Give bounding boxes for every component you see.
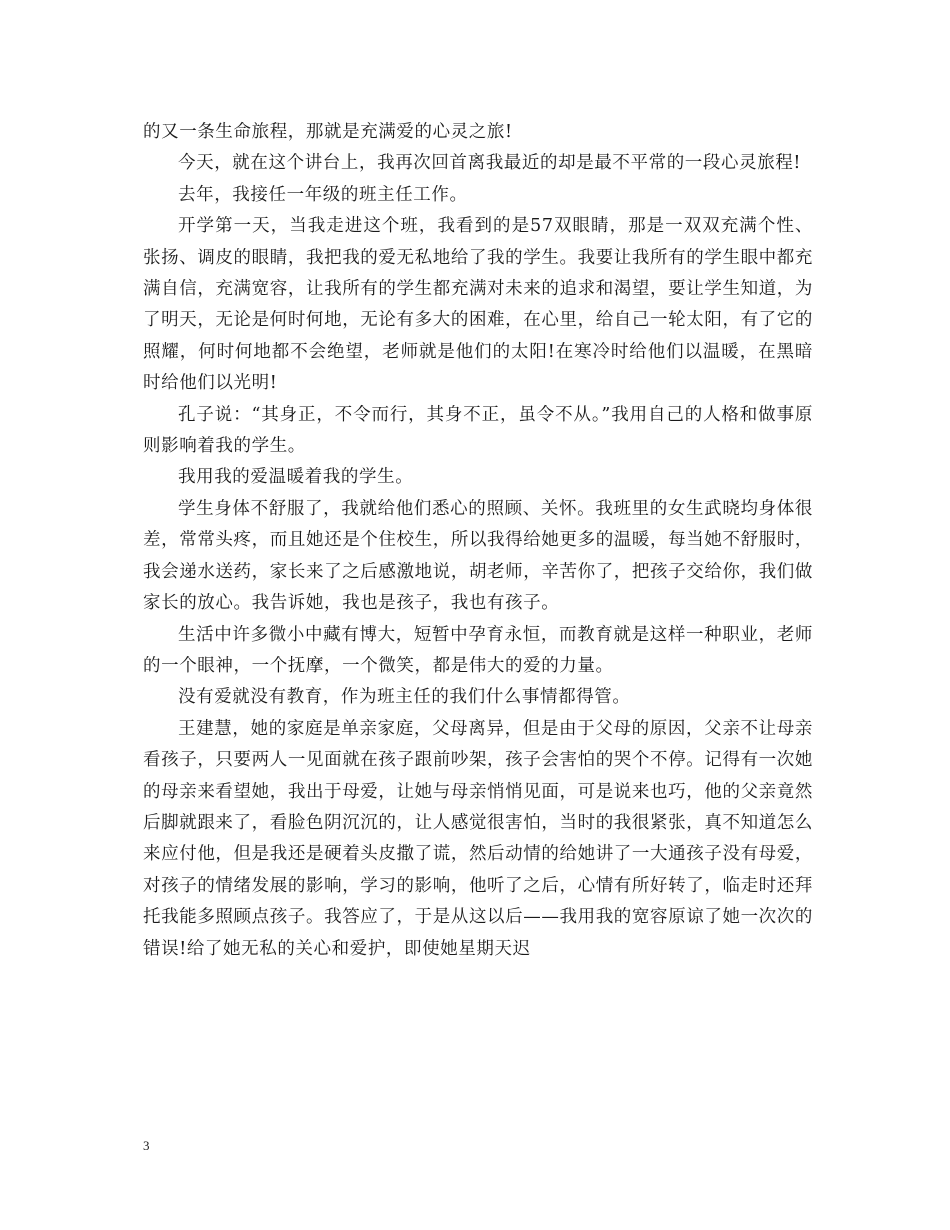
paragraph: 开学第一天，当我走进这个班，我看到的是57双眼睛，那是一双双充满个性、张扬、调皮的眼睛，我把我的爱无私地给了我的学生。我要让我所有的学生眼中都充满自信，充满宽容，让我所有的学生都充满对未来的追求和渴望，要让学生知道，为了明天，无论是何时何地，无论有多大的困难，在心里，给自己一轮太阳，有了它的照耀，何时何地都不会绝望，老师就是他们的太阳!在寒冷时给他们以温暖，在黑暗时给他们以光明!: [143, 216, 813, 394]
paragraph: 去年，我接任一年级的班主任工作。: [178, 184, 468, 205]
paragraph: 今天，就在这个讲台上，我再次回首离我最近的却是最不平常的一段心灵旅程!: [178, 153, 802, 174]
page-number: 3: [143, 1138, 150, 1153]
paragraph: 的又一条生命旅程，那就是充满爱的心灵之旅!: [143, 122, 513, 142]
document-body: [143, 117, 813, 965]
paragraph: 生活中许多微小中藏有博大，短暂中孕育永恒，而教育就是这样一种职业，老师的一个眼神，一个抚摩，一个微笑，都是伟大的爱的力量。: [143, 624, 813, 676]
paragraph: 学生身体不舒服了，我就给他们悉心的照顾、关怀。我班里的女生武晓均身体很差，常常头疼，而且她还是个住校生，所以我得给她更多的温暖，每当她不舒服时，我会递水送药，家长来了之后感激地说，胡老师，辛苦你了，把孩子交给你，我们做家长的放心。我告诉她，我也是孩子，我也有孩子。: [143, 498, 813, 614]
paragraph: 王建慧，她的家庭是单亲家庭，父母离异，但是由于父母的原因，父亲不让母亲看孩子，只要两人一见面就在孩子跟前吵架，孩子会害怕的哭个不停。记得有一次她的母亲来看望她，我出于母爱，让她与母亲悄悄见面，可是说来也巧，他的父亲竟然后脚就跟来了，看脸色阴沉沉的，让人感觉很害怕，当时的我很紧张，真不知道怎么来应付他，但是我还是硬着头皮撒了谎，然后动情的给她讲了一大通孩子没有母爱，对孩子的情绪发展的影响，学习的影响，他听了之后，心情有所好转了，临走时还拜托我能多照顾点孩子。我答应了，于是从这以后——我用我的宽容原谅了她一次次的错误!给了她无私的关心和爱护，即使她星期天迟: [143, 718, 813, 959]
paragraph: 没有爱就没有教育，作为班主任的我们什么事情都得管。: [178, 687, 631, 708]
paragraph: 我用我的爱温暖着我的学生。: [178, 467, 414, 488]
paragraph: 孔子说：“其身正，不令而行，其身不正，虽令不从。”我用自己的人格和做事原则影响着我的学生。: [143, 404, 813, 457]
